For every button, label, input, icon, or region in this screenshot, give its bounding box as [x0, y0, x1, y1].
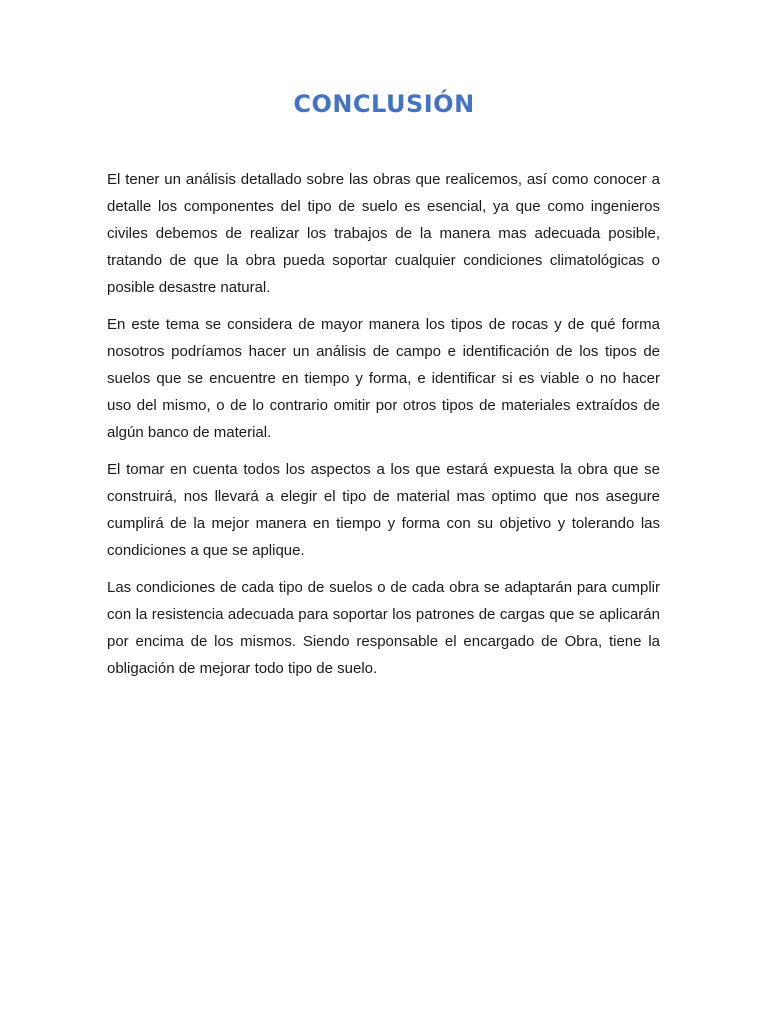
- paragraph-1: El tener un análisis detallado sobre las obras que realicemos, así como conocer a detalle los componentes del tipo de suelo es esencial, ya que como ingenieros civiles debemos de realizar los trabajos de la manera mas adecuada posible, tratando de que la obra pueda soportar cualquier condiciones climatológicas o posible desastre natural.: [107, 171, 660, 296]
- paragraph-2: En este tema se considera de mayor manera los tipos de rocas y de qué forma nosotros podríamos hacer un análisis de campo e identificación de los tipos de suelos que se encuentre en tiempo y forma, e identificar si es viable o no hacer uso del mismo, o de lo contrario omitir por otros tipos de materiales extraídos de algún banco de material.: [107, 316, 660, 441]
- paragraph-3: El tomar en cuenta todos los aspectos a los que estará expuesta la obra que se construirá, nos llevará a elegir el tipo de material mas optimo que nos asegure cumplirá de la mejor manera en tiempo y forma con su objetivo y tolerando las condiciones a que se aplique.: [107, 461, 660, 559]
- paragraph-4: Las condiciones de cada tipo de suelos o de cada obra se adaptarán para cumplir con la resistencia adecuada para soportar los patrones de cargas que se aplicarán por encima de los mismos. Siendo responsable el encargado de Obra, tiene la obligación de mejorar todo tipo de suelo.: [107, 579, 660, 677]
- document-body: [107, 166, 660, 692]
- page-title: CONCLUSIÓN: [293, 90, 475, 118]
